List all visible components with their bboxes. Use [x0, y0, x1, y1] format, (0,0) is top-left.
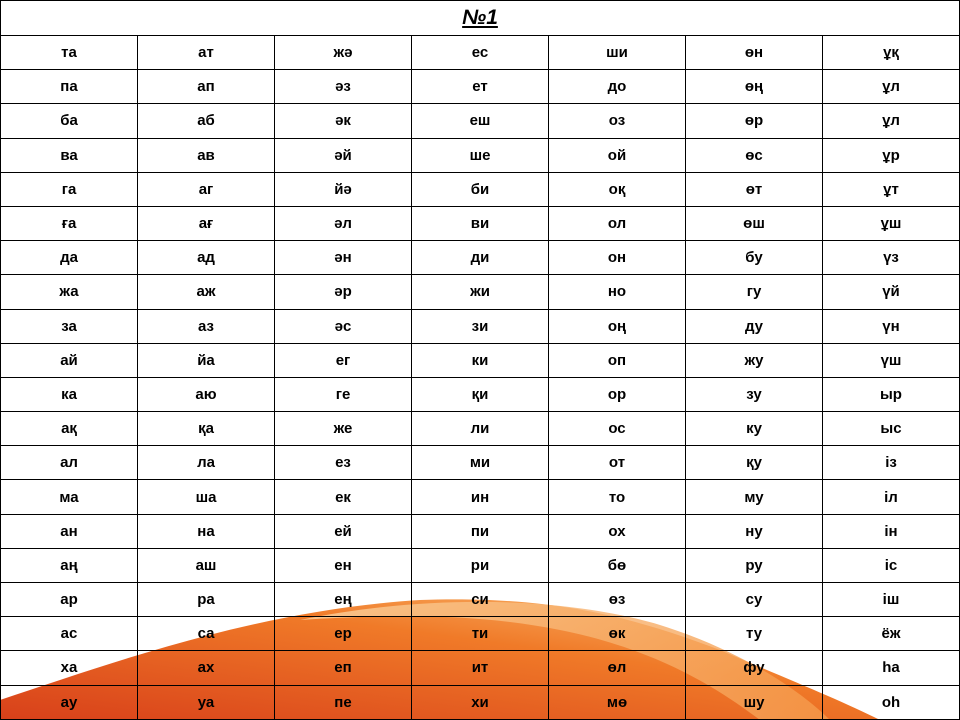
syllable-cell: ор: [549, 377, 686, 411]
syllable-cell: ег: [275, 343, 412, 377]
syllable-cell: ер: [275, 617, 412, 651]
syllable-cell: өл: [549, 651, 686, 685]
syllable-cell: аз: [138, 309, 275, 343]
syllable-cell: хи: [412, 685, 549, 719]
syllable-cell: қу: [686, 446, 823, 480]
syllable-cell: ми: [412, 446, 549, 480]
table-row: [1, 172, 960, 206]
syllable-cell: ан: [1, 514, 138, 548]
syllable-cell: жа: [1, 275, 138, 309]
table-row: [1, 651, 960, 685]
syllable-cell: ет: [412, 70, 549, 104]
table-row: [1, 138, 960, 172]
syllable-cell: әл: [275, 206, 412, 240]
syllable-cell: аш: [138, 548, 275, 582]
syllable-cell: өң: [686, 70, 823, 104]
syllable-cell: өт: [686, 172, 823, 206]
table-row: [1, 309, 960, 343]
syllable-cell: ұл: [823, 70, 960, 104]
syllable-cell: ду: [686, 309, 823, 343]
syllable-cell: ұл: [823, 104, 960, 138]
syllable-cell: са: [138, 617, 275, 651]
syllable-cell: ез: [275, 446, 412, 480]
table-row: [1, 343, 960, 377]
syllable-cell: ұр: [823, 138, 960, 172]
syllable-cell: бу: [686, 241, 823, 275]
syllable-cell: ав: [138, 138, 275, 172]
table-title: №1: [1, 1, 960, 36]
syllable-cell: пи: [412, 514, 549, 548]
syllable-cell: ыр: [823, 377, 960, 411]
syllable-cell: гу: [686, 275, 823, 309]
syllable-cell: па: [1, 70, 138, 104]
syllable-cell: он: [549, 241, 686, 275]
syllable-cell: өш: [686, 206, 823, 240]
syllable-cell: га: [1, 172, 138, 206]
syllable-cell: оз: [549, 104, 686, 138]
syllable-cell: һа: [823, 651, 960, 685]
syllable-cell: әз: [275, 70, 412, 104]
syllable-cell: ра: [138, 583, 275, 617]
syllable-cell: үш: [823, 343, 960, 377]
syllable-cell: үй: [823, 275, 960, 309]
syllable-cell: ёж: [823, 617, 960, 651]
syllable-cell: ха: [1, 651, 138, 685]
syllable-cell: ән: [275, 241, 412, 275]
syllable-cell: оп: [549, 343, 686, 377]
syllable-cell: ге: [275, 377, 412, 411]
syllable-cell: ең: [275, 583, 412, 617]
syllable-cell: уа: [138, 685, 275, 719]
syllable-cell: зи: [412, 309, 549, 343]
syllable-cell: ба: [1, 104, 138, 138]
syllable-cell: еш: [412, 104, 549, 138]
syllable-cell: ши: [549, 36, 686, 70]
syllable-cell: ди: [412, 241, 549, 275]
syllable-cell: ки: [412, 343, 549, 377]
syllable-cell: оһ: [823, 685, 960, 719]
syllable-cell: ва: [1, 138, 138, 172]
table-row: [1, 583, 960, 617]
syllable-cell: фу: [686, 651, 823, 685]
syllable-cell: үз: [823, 241, 960, 275]
syllable-cell: ай: [1, 343, 138, 377]
syllable-cell: ол: [549, 206, 686, 240]
syllable-cell: ту: [686, 617, 823, 651]
syllable-cell: шу: [686, 685, 823, 719]
syllable-cell: ти: [412, 617, 549, 651]
syllable-cell: су: [686, 583, 823, 617]
syllable-cell: ек: [275, 480, 412, 514]
syllable-cell: ар: [1, 583, 138, 617]
table-row: [1, 412, 960, 446]
syllable-cell: оң: [549, 309, 686, 343]
title-row: [1, 1, 960, 36]
syllable-cell: ад: [138, 241, 275, 275]
syllable-cell: аг: [138, 172, 275, 206]
syllable-cell: ин: [412, 480, 549, 514]
syllable-cell: би: [412, 172, 549, 206]
table-row: [1, 685, 960, 719]
syllable-cell: ша: [138, 480, 275, 514]
syllable-cell: пе: [275, 685, 412, 719]
table-row: [1, 446, 960, 480]
table-body: [1, 36, 960, 720]
table-row: [1, 548, 960, 582]
syllable-cell: бө: [549, 548, 686, 582]
syllable-cell: же: [275, 412, 412, 446]
syllable-cell: ыс: [823, 412, 960, 446]
syllable-cell: жә: [275, 36, 412, 70]
syllable-cell: ақ: [1, 412, 138, 446]
syllable-cell: жи: [412, 275, 549, 309]
syllable-cell: ла: [138, 446, 275, 480]
syllable-cell: қи: [412, 377, 549, 411]
syllable-cell: ұқ: [823, 36, 960, 70]
syllable-cell: от: [549, 446, 686, 480]
syllable-cell: ри: [412, 548, 549, 582]
syllable-cell: үн: [823, 309, 960, 343]
syllable-cell: ес: [412, 36, 549, 70]
syllable-cell: ше: [412, 138, 549, 172]
syllable-cell: ас: [1, 617, 138, 651]
syllable-cell: өр: [686, 104, 823, 138]
syllable-cell: ға: [1, 206, 138, 240]
syllable-cell: на: [138, 514, 275, 548]
syllable-cell: аб: [138, 104, 275, 138]
syllable-cell: ну: [686, 514, 823, 548]
syllable-cell: ит: [412, 651, 549, 685]
syllable-cell: әс: [275, 309, 412, 343]
syllable-cell: іс: [823, 548, 960, 582]
syllable-cell: әр: [275, 275, 412, 309]
syllable-cell: өк: [549, 617, 686, 651]
syllable-cell: ей: [275, 514, 412, 548]
syllable-cell: да: [1, 241, 138, 275]
syllable-cell: із: [823, 446, 960, 480]
syllable-cell: мө: [549, 685, 686, 719]
table-row: [1, 36, 960, 70]
syllable-cell: ру: [686, 548, 823, 582]
syllable-cell: әк: [275, 104, 412, 138]
syllable-cell: өс: [686, 138, 823, 172]
syllable-cell: жу: [686, 343, 823, 377]
table-row: [1, 377, 960, 411]
syllable-cell: іл: [823, 480, 960, 514]
syllable-cell: ой: [549, 138, 686, 172]
table-row: [1, 617, 960, 651]
syllable-cell: зу: [686, 377, 823, 411]
table-row: [1, 70, 960, 104]
table-row: [1, 104, 960, 138]
syllable-cell: еп: [275, 651, 412, 685]
syllable-cell: си: [412, 583, 549, 617]
table-row: [1, 241, 960, 275]
syllable-cell: ұш: [823, 206, 960, 240]
syllable-cell: әй: [275, 138, 412, 172]
syllable-cell: аж: [138, 275, 275, 309]
syllable-cell: өн: [686, 36, 823, 70]
syllable-cell: та: [1, 36, 138, 70]
syllable-cell: ау: [1, 685, 138, 719]
syllable-cell: ұт: [823, 172, 960, 206]
syllable-cell: до: [549, 70, 686, 104]
syllable-cell: ін: [823, 514, 960, 548]
syllable-cell: йа: [138, 343, 275, 377]
syllable-cell: за: [1, 309, 138, 343]
syllable-cell: ағ: [138, 206, 275, 240]
syllable-cell: му: [686, 480, 823, 514]
syllable-cell: ма: [1, 480, 138, 514]
syllable-cell: ап: [138, 70, 275, 104]
syllable-cell: аң: [1, 548, 138, 582]
syllable-cell: ен: [275, 548, 412, 582]
syllable-cell: өз: [549, 583, 686, 617]
syllable-cell: ос: [549, 412, 686, 446]
syllable-cell: аю: [138, 377, 275, 411]
syllable-cell: но: [549, 275, 686, 309]
syllable-cell: ви: [412, 206, 549, 240]
syllable-cell: ка: [1, 377, 138, 411]
table-row: [1, 206, 960, 240]
syllable-cell: то: [549, 480, 686, 514]
table-row: [1, 275, 960, 309]
table-row: [1, 514, 960, 548]
syllable-cell: іш: [823, 583, 960, 617]
syllable-cell: ли: [412, 412, 549, 446]
syllable-cell: қа: [138, 412, 275, 446]
syllable-cell: ох: [549, 514, 686, 548]
syllable-cell: ах: [138, 651, 275, 685]
syllable-cell: йә: [275, 172, 412, 206]
syllable-cell: ку: [686, 412, 823, 446]
table-row: [1, 480, 960, 514]
syllable-cell: ал: [1, 446, 138, 480]
syllable-cell: ат: [138, 36, 275, 70]
syllable-cell: оқ: [549, 172, 686, 206]
